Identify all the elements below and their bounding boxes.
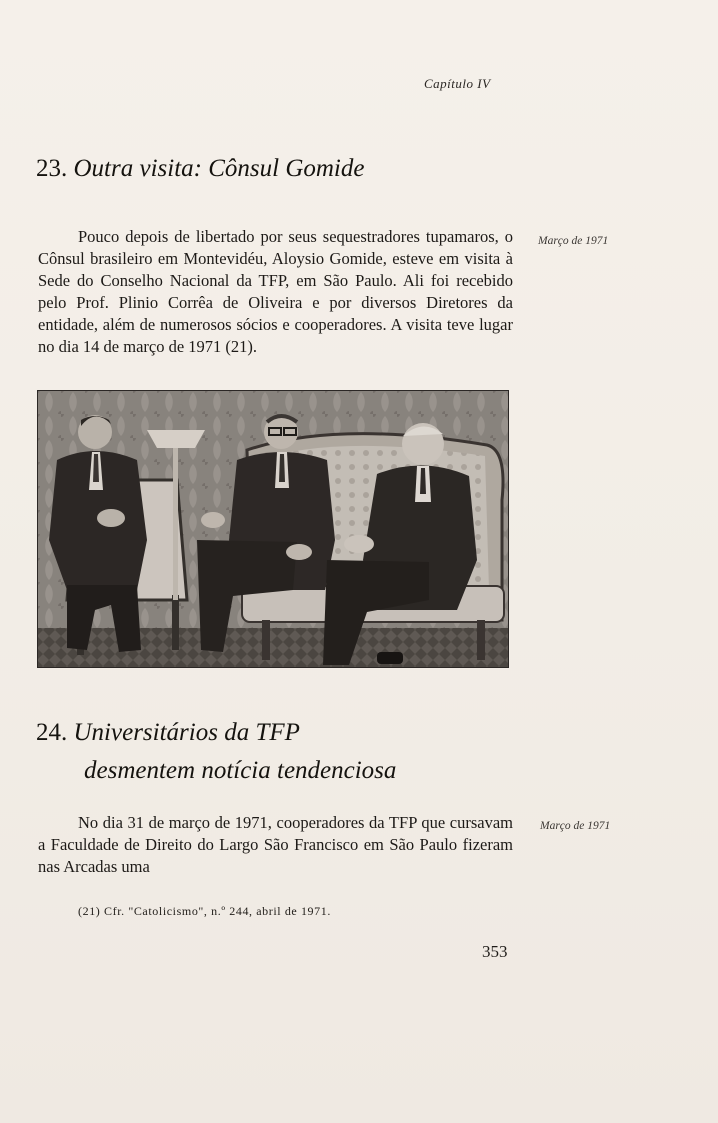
section-23-paragraph: Pouco depois de libertado por seus sequestradores tupamaros, o Cônsul brasileiro em Montevidéu, Aloysio Gomide, esteve em visita à Sede do Conselho Nacional da TFP, em São Paulo. Ali foi recebido pelo Prof. Plinio Corrêa de Oliveira e por diversos Diretores da entidade, além de numerosos sócios e cooperadores. A visita teve lugar no dia 14 de março de 1971 (21). (38, 227, 513, 356)
meeting-photograph (37, 390, 509, 668)
section-23-number: 23. (36, 155, 68, 182)
section-23-margin-date: Março de 1971 (538, 235, 609, 247)
footnote: (21) Cfr. "Catolicismo", n.º 244, abril de 1971. (78, 904, 331, 918)
section-24-margin-date: Março de 1971 (540, 820, 611, 832)
running-head: Capítulo IV (424, 76, 491, 91)
section-23-title: Outra visita: Cônsul Gomide (73, 155, 365, 182)
section-24-number: 24. (36, 719, 68, 746)
photo-illustration (37, 390, 509, 668)
section-24-title-line1: Universitários da TFP (73, 719, 300, 746)
section-24-heading (36, 714, 396, 790)
section-24-title-line2: desmentem notícia tendenciosa (84, 757, 397, 784)
section-23-heading (36, 155, 364, 183)
section-24-paragraph: No dia 31 de março de 1971, cooperadores da TFP que cursavam a Faculdade de Direito do Largo São Francisco em São Paulo fizeram nas Arcadas uma (38, 813, 513, 876)
page-number: 353 (482, 942, 508, 961)
